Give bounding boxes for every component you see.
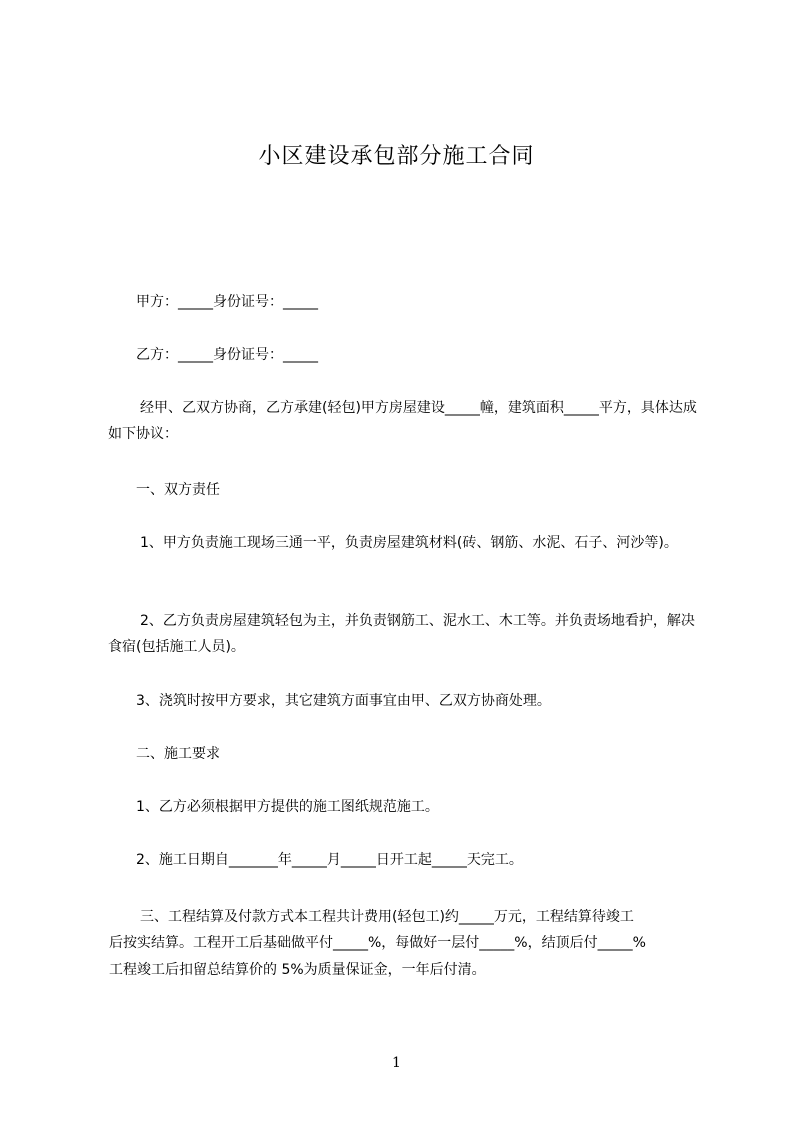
section-1-item-1: 1、甲方负责施工现场三通一平，负责房屋建筑材料(砖、钢筋、水泥、石子、河沙等)。: [140, 535, 678, 551]
party-b-line: 乙方：_____身份证号：_____: [136, 347, 318, 363]
section-3-line-3: 工程竣工后扣留总结算价的 5%为质量保证金，一年后付清。: [109, 962, 486, 978]
section-3-line-2: 后按实结算。工程开工后基础做平付_____%，每做好一层付_____%，结顶后付_____%: [109, 935, 646, 951]
page-number: 1: [392, 1055, 401, 1071]
section-3-line-1: 三、工程结算及付款方式本工程共计费用(轻包工)约_____万元，工程结算待竣工: [140, 909, 634, 925]
party-a-line: 甲方：_____身份证号：_____: [136, 294, 318, 310]
section-2-item-1: 1、乙方必须根据甲方提供的施工图纸规范施工。: [136, 799, 439, 815]
document-title: 小区建设承包部分施工合同: [258, 144, 535, 169]
section-2-item-2: 2、施工日期自_______年_____月_____日开工起_____天完工。: [136, 852, 523, 868]
section-1-item-2: 2、乙方负责房屋建筑轻包为主，并负责钢筋工、泥水工、木工等。并负责场地看护，解决食宿(包括施工人员)。: [108, 613, 695, 655]
intro-paragraph: 经甲、乙双方协商，乙方承建(轻包)甲方房屋建设_____幢，建筑面积_____平方，具体达成如下协议：: [108, 400, 697, 442]
section-1-heading: 一、双方责任: [136, 482, 220, 498]
section-2-heading: 二、施工要求: [136, 746, 220, 762]
section-1-item-3: 3、浇筑时按甲方要求，其它建筑方面事宜由甲、乙双方协商处理。: [136, 693, 551, 709]
